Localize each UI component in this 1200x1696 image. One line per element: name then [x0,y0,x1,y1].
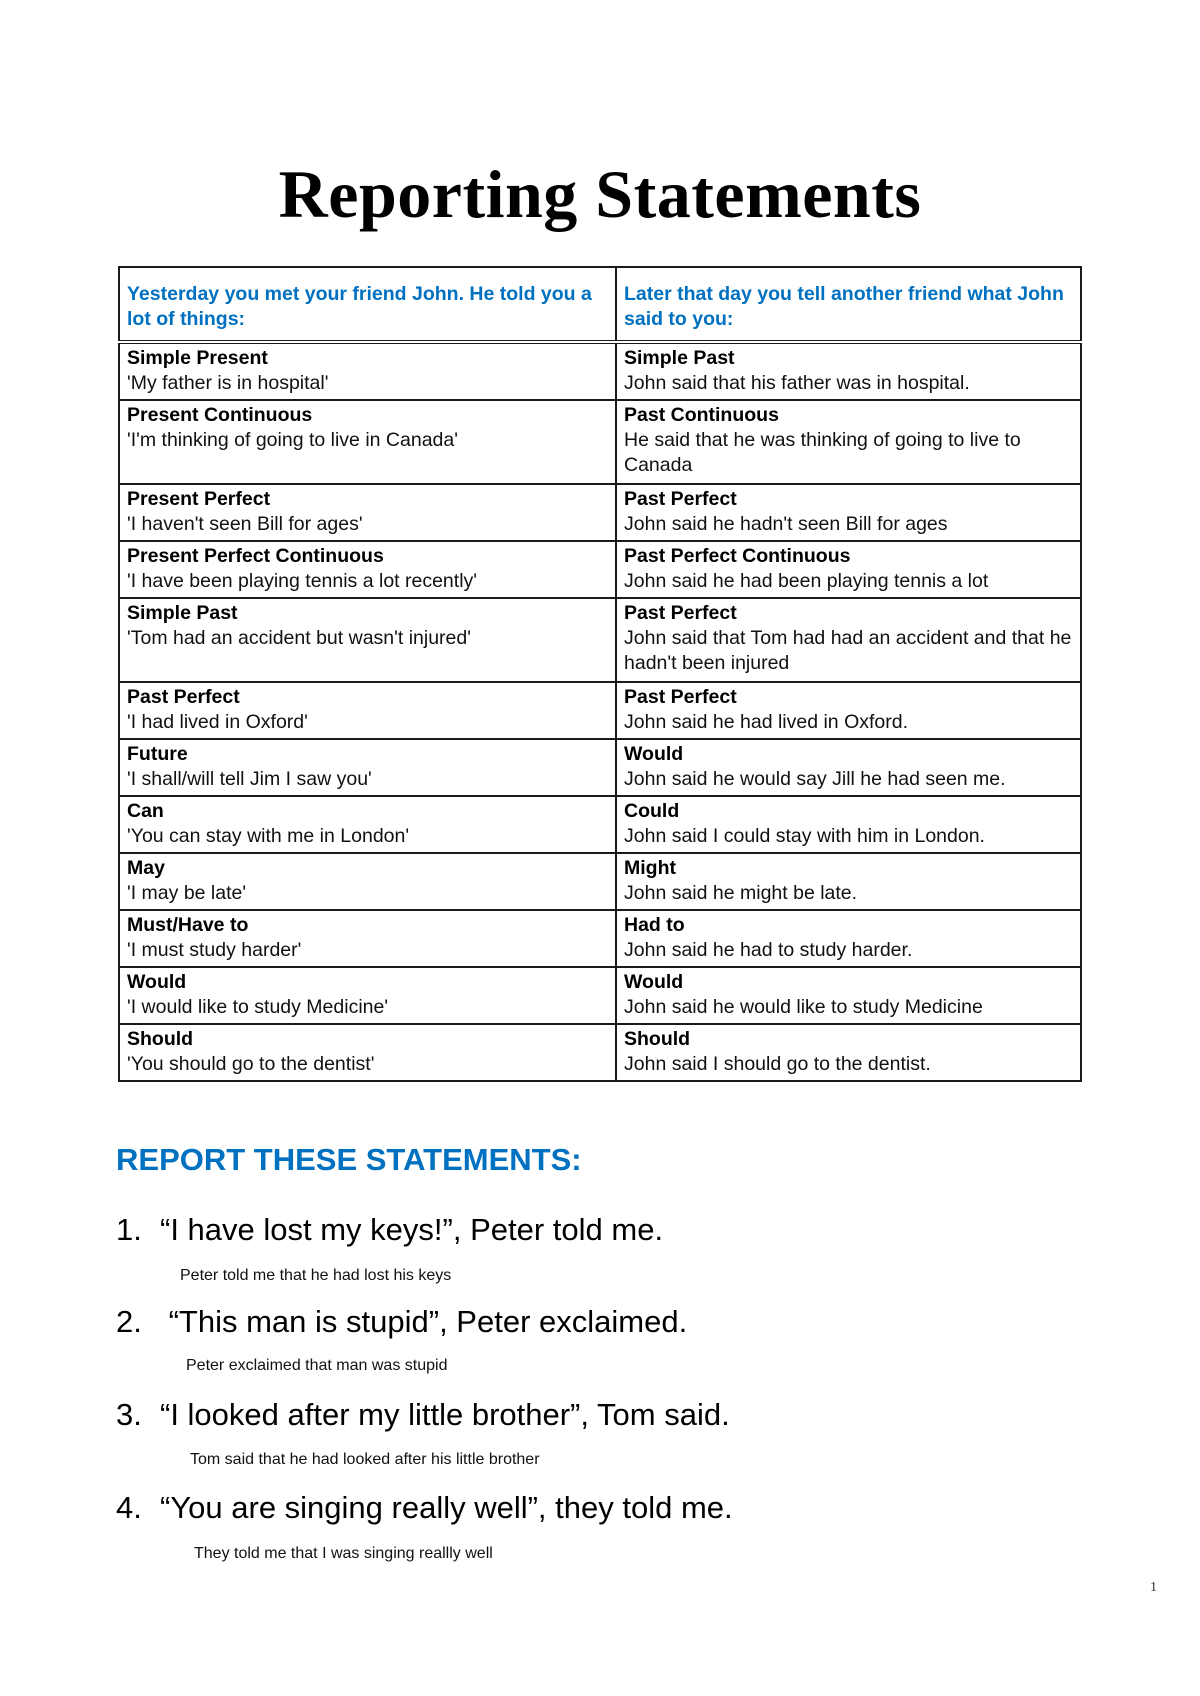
reported-cell [616,796,1081,853]
direct-cell [119,1024,616,1081]
exercise-heading: REPORT THESE STATEMENTS: [116,1142,582,1177]
direct-sentence: 'Tom had an accident but wasn't injured' [127,627,471,649]
direct-sentence: 'I haven't seen Bill for ages' [127,513,363,535]
direct-tense: Present Continuous [127,404,313,426]
direct-tense: Past Perfect [127,686,240,708]
reported-cell [616,342,1081,400]
direct-tense: Must/Have to [127,914,249,936]
reported-cell [616,739,1081,796]
exercise-answer: Peter told me that he had lost his keys [180,1267,452,1284]
page-number: 1 [1150,1580,1157,1595]
exercise-prompt: “This man is stupid”, Peter exclaimed. [160,1304,688,1339]
reported-sentence: John said that Tom had had an accident and that he hadn't been injured [624,627,1072,674]
reported-tense: Would [624,971,684,993]
exercise-item [116,1490,733,1526]
direct-sentence: 'I must study harder' [127,939,302,961]
reported-cell [616,484,1081,541]
direct-cell [119,853,616,910]
table-row [119,967,1081,1024]
reported-sentence: John said he had been playing tennis a lot [624,570,989,592]
reported-cell [616,910,1081,967]
reported-tense: Past Perfect Continuous [624,545,851,567]
reported-tense: Past Perfect [624,602,737,624]
exercise-prompt: “I looked after my little brother”, Tom said. [160,1397,730,1432]
direct-tense: Simple Present [127,347,268,369]
direct-cell [119,598,616,682]
reported-cell [616,682,1081,739]
reported-cell [616,400,1081,484]
direct-cell [119,682,616,739]
tense-conversion-table [118,266,1082,1082]
direct-sentence: 'I had lived in Oxford' [127,711,308,733]
direct-sentence: 'My father is in hospital' [127,372,329,394]
direct-cell [119,342,616,400]
exercise-prompt: “You are singing really well”, they told me. [160,1490,733,1525]
reported-sentence: John said he had to study harder. [624,939,913,961]
reported-tense: Would [624,743,684,765]
reported-tense: Should [624,1028,691,1050]
table-header-row [119,267,1081,342]
reported-sentence: He said that he was thinking of going to live to Canada [624,429,1021,476]
reported-cell [616,853,1081,910]
table-row [119,598,1081,682]
reported-tense: Might [624,857,676,879]
direct-tense: Present Perfect Continuous [127,545,384,567]
table-row [119,400,1081,484]
reported-tense: Simple Past [624,347,735,369]
table-row [119,682,1081,739]
exercise-number: 2. [116,1304,142,1339]
exercise-prompt: “I have lost my keys!”, Peter told me. [160,1212,664,1247]
direct-sentence: 'I shall/will tell Jim I saw you' [127,768,372,790]
exercise-item [116,1397,730,1433]
exercise-item [116,1212,663,1248]
reported-cell [616,598,1081,682]
reported-sentence: John said I should go to the dentist. [624,1053,931,1075]
reported-sentence: John said he might be late. [624,882,858,904]
reported-sentence: John said he had lived in Oxford. [624,711,909,733]
table-row [119,910,1081,967]
exercise-number: 1. [116,1212,142,1247]
reported-tense: Past Perfect [624,686,737,708]
reported-sentence: John said he would like to study Medicine [624,996,983,1018]
reported-sentence: John said he hadn't seen Bill for ages [624,513,948,535]
direct-tense: Can [127,800,164,822]
reported-cell [616,967,1081,1024]
direct-sentence: 'I may be late' [127,882,247,904]
table-row [119,1024,1081,1081]
reported-tense: Had to [624,914,685,936]
exercise-number: 3. [116,1397,142,1432]
direct-cell [119,910,616,967]
exercise-item [116,1304,687,1340]
direct-cell [119,796,616,853]
reported-sentence: John said that his father was in hospital. [624,372,970,394]
exercise-answer: Peter exclaimed that man was stupid [186,1357,448,1374]
direct-cell [119,967,616,1024]
reported-sentence: John said I could stay with him in London. [624,825,985,847]
header-direct-speech: Yesterday you met your friend John. He told you a lot of things: [119,267,616,342]
direct-cell [119,739,616,796]
direct-tense: Would [127,971,187,993]
exercise-answer: Tom said that he had looked after his little brother [190,1451,540,1468]
reported-cell [616,541,1081,598]
exercise-number: 4. [116,1490,142,1525]
direct-sentence: 'You should go to the dentist' [127,1053,375,1075]
direct-cell [119,400,616,484]
table-row [119,853,1081,910]
reported-sentence: John said he would say Jill he had seen me. [624,768,1006,790]
reported-tense: Past Continuous [624,404,779,426]
direct-tense: Present Perfect [127,488,271,510]
direct-cell [119,541,616,598]
reported-tense: Past Perfect [624,488,737,510]
table-row [119,484,1081,541]
table-row [119,541,1081,598]
direct-sentence: 'You can stay with me in London' [127,825,410,847]
direct-tense: May [127,857,165,879]
direct-tense: Simple Past [127,602,238,624]
page-title: Reporting Statements [278,155,922,232]
direct-cell [119,484,616,541]
direct-tense: Future [127,743,188,765]
direct-sentence: 'I would like to study Medicine' [127,996,389,1018]
table-row [119,342,1081,400]
header-reported-speech: Later that day you tell another friend what John said to you: [616,267,1081,342]
direct-sentence: 'I'm thinking of going to live in Canada' [127,429,458,451]
direct-sentence: 'I have been playing tennis a lot recently' [127,570,478,592]
reported-tense: Could [624,800,680,822]
exercise-answer: They told me that I was singing reallly well [194,1545,493,1562]
reported-cell [616,1024,1081,1081]
direct-tense: Should [127,1028,194,1050]
table-row [119,796,1081,853]
table-row [119,739,1081,796]
